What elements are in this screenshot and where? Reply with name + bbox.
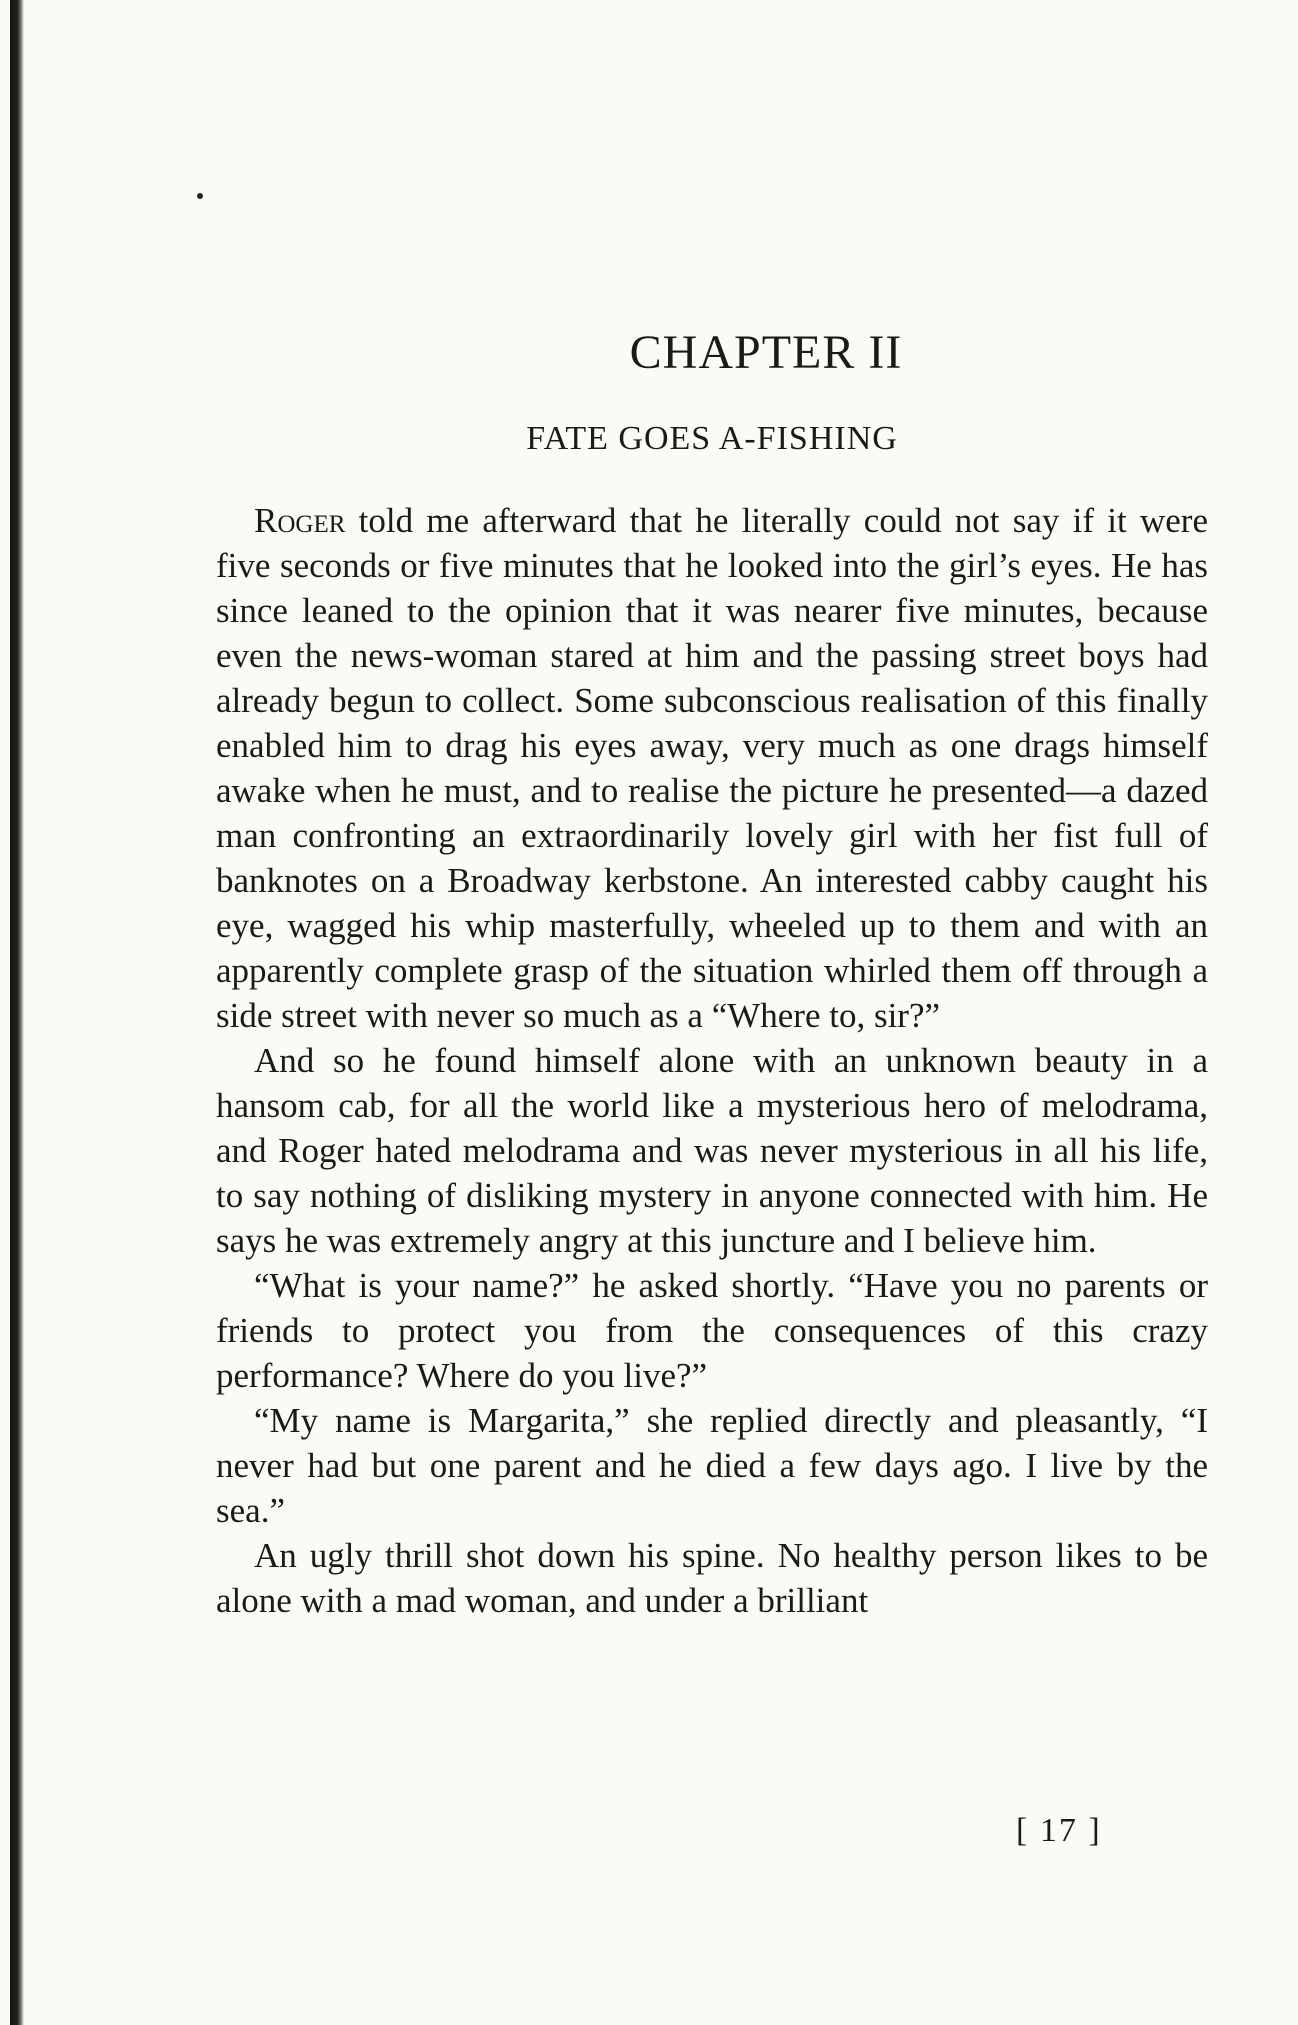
chapter-heading: CHAPTER II bbox=[629, 326, 903, 379]
paragraph-4: “My name is Margarita,” she replied directly and pleasantly, “I never had but one parent and he died a few days ago. I live by the sea.” bbox=[216, 1401, 1208, 1530]
paragraph-1 bbox=[216, 498, 1208, 1038]
paragraph-5: An ugly thrill shot down his spine. No healthy person likes to be alone with a mad woman, and under a brilliant bbox=[216, 1536, 1208, 1620]
paragraph-text: told me afterward that he literally could not say if it were five seconds or five minutes that he looked into the girl’s eyes. He has since leaned to the opinion that it was nearer five minutes, because even the news-woman stared at him and the passing street boys had already begun to collect. Some subconscious realisation of this finally enabled him to drag his eyes away, very much as one drags himself awake when he must, and to realise the picture he presented—a dazed man confronting an extraordinarily lovely girl with her fist full of banknotes on a Broadway kerbstone. An interested cabby caught his eye, wagged his whip masterfully, wheeled up to them and with an apparently complete grasp of the situation whirled them off through a side street with never so much as a “Where to, sir?” bbox=[216, 501, 1208, 1035]
page-number: [ 17 ] bbox=[1016, 1812, 1102, 1849]
book-page bbox=[216, 325, 1208, 1623]
chapter-title: FATE GOES A-FISHING bbox=[526, 420, 898, 457]
paragraph-3: “What is your name?” he asked shortly. “Have you no parents or friends to protect you from the consequences of this crazy performance? Where do you live?” bbox=[216, 1266, 1208, 1395]
book-spine-shadow bbox=[10, 0, 24, 2025]
paragraph-lead-word: Roger bbox=[254, 501, 346, 540]
ink-speck bbox=[197, 193, 203, 199]
paragraph-2: And so he found himself alone with an unknown beauty in a hansom cab, for all the world like a mysterious hero of melodrama, and Roger hated melodrama and was never mysterious in all his life, to say nothing of disliking mystery in anyone connected with him. He says he was extremely angry at this juncture and I believe him. bbox=[216, 1041, 1208, 1260]
